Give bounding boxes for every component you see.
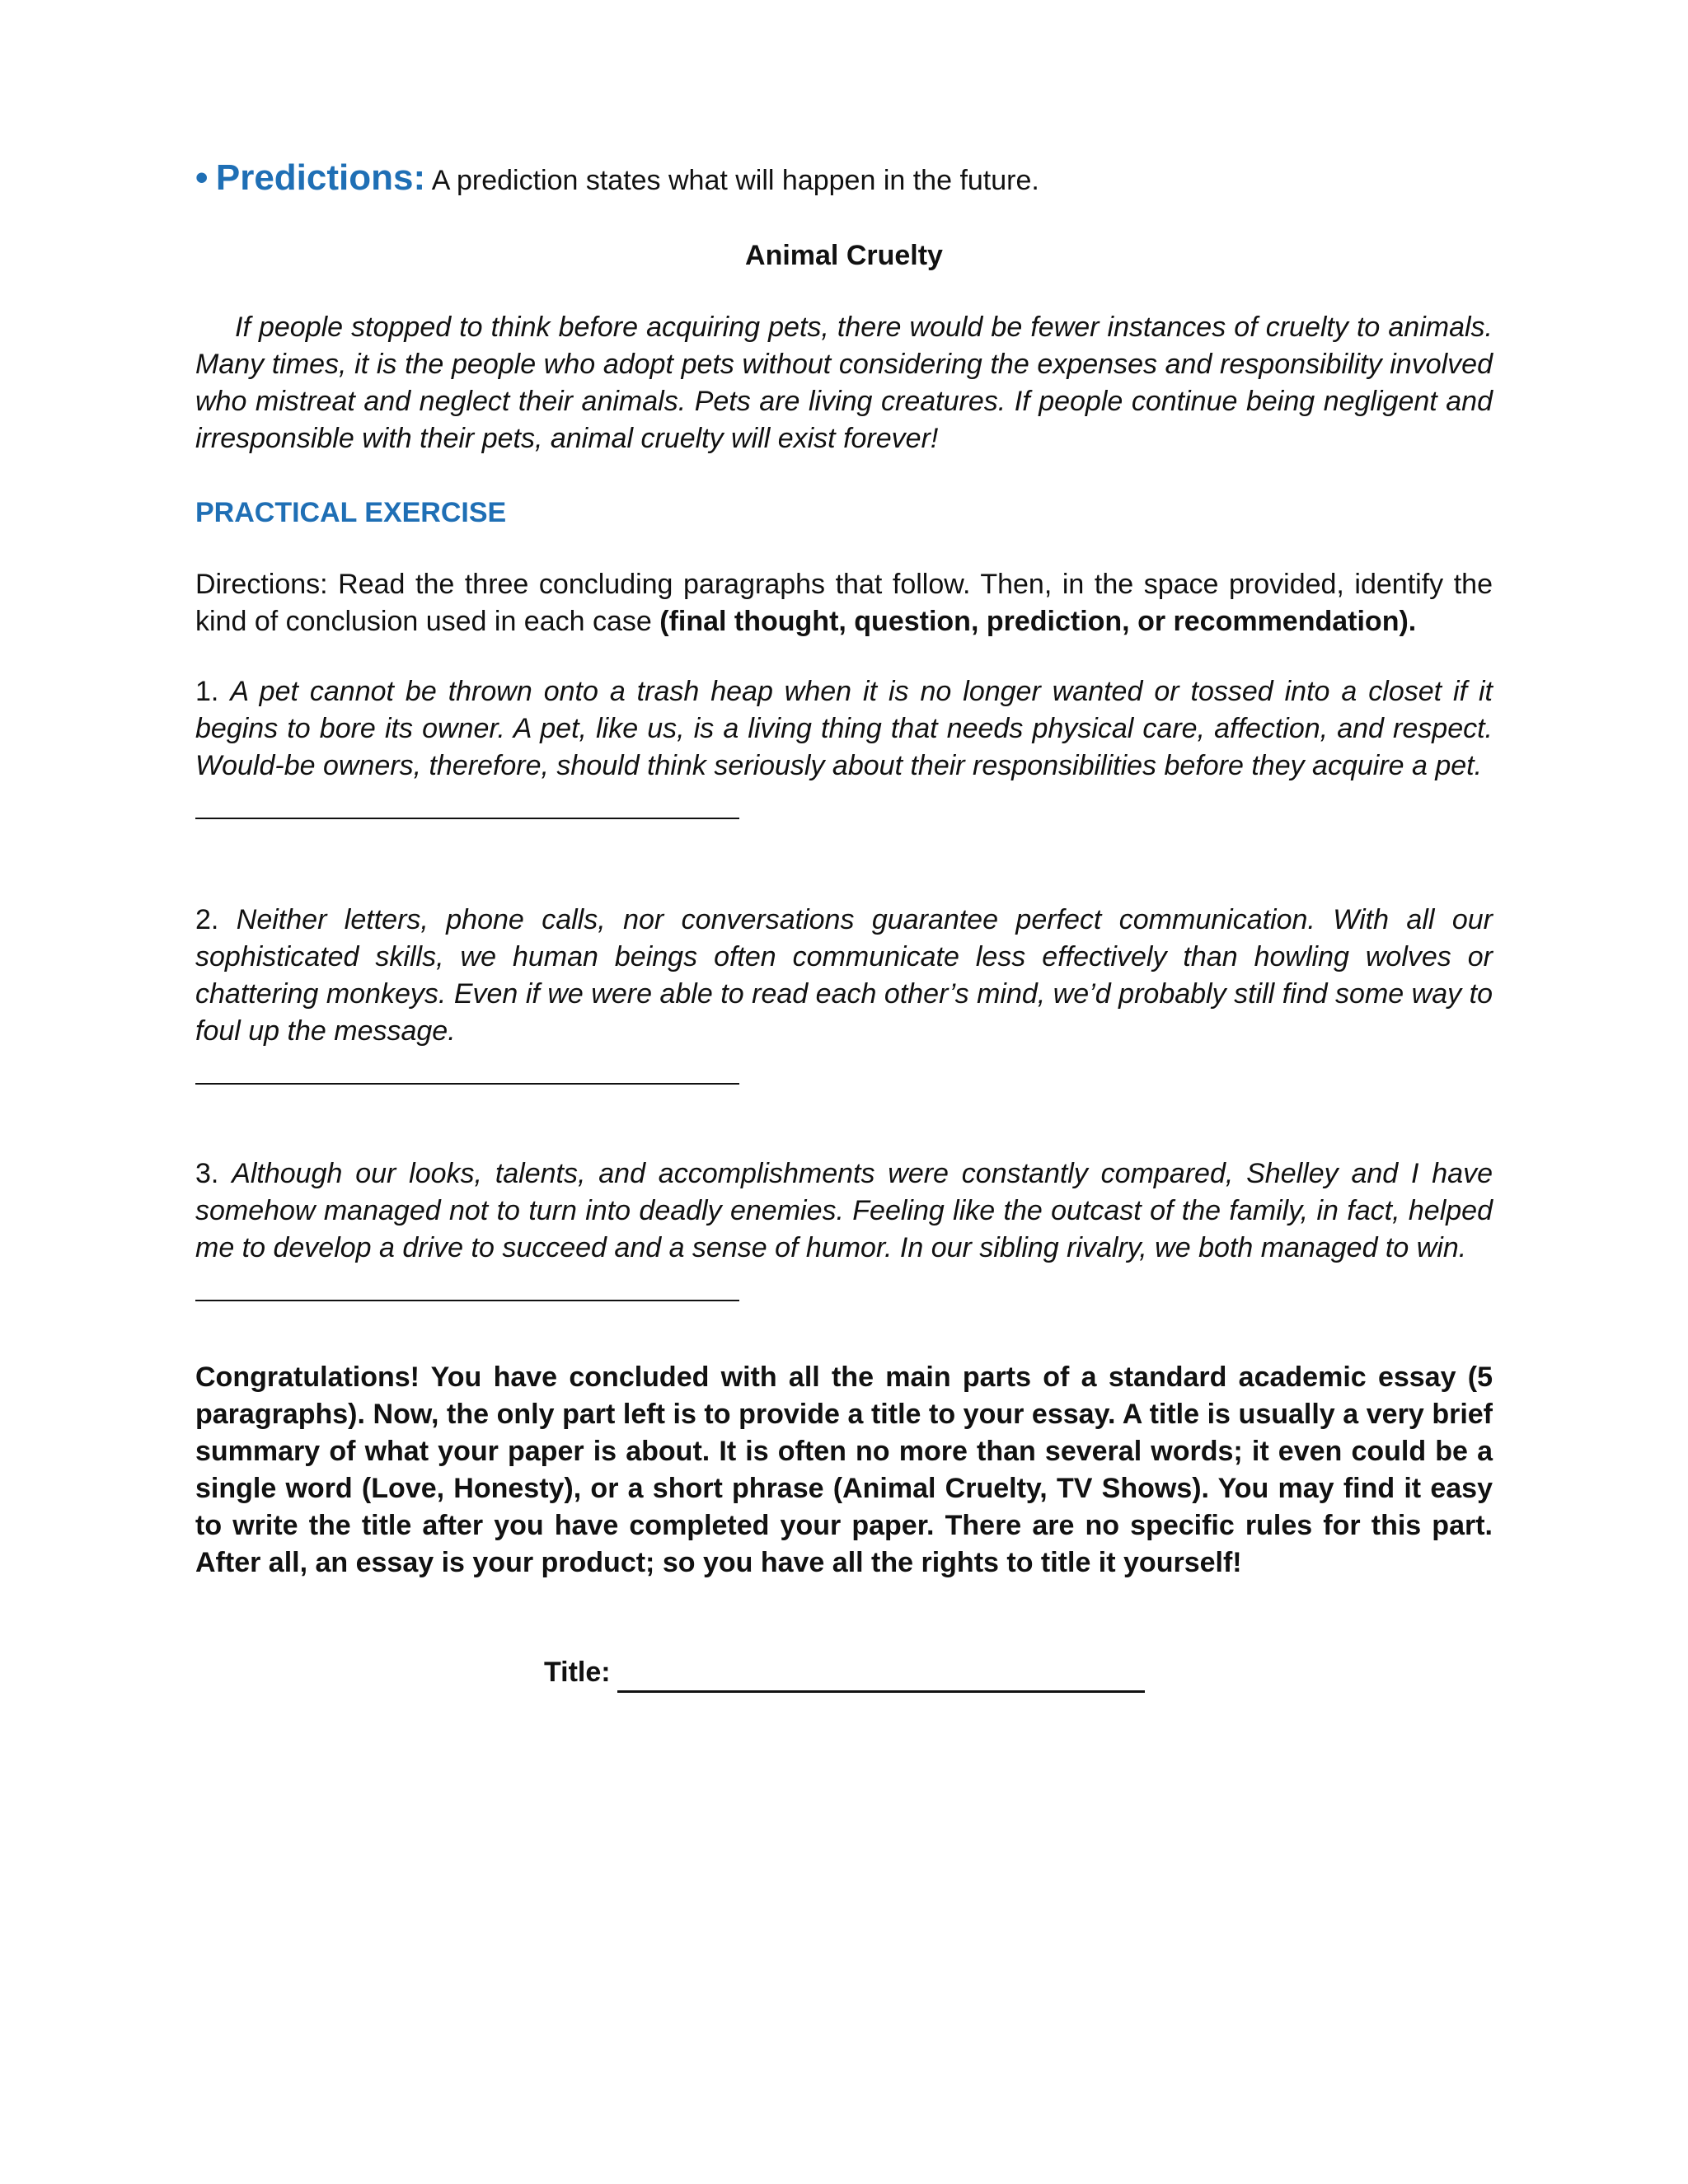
example-title: Animal Cruelty bbox=[745, 240, 943, 271]
title-field bbox=[195, 1652, 1493, 1693]
exercise-number: 1. bbox=[195, 676, 219, 707]
exercise-paragraph bbox=[195, 902, 1493, 1050]
exercise-number: 2. bbox=[195, 904, 219, 935]
answer-blank-1[interactable] bbox=[195, 818, 739, 819]
exercise-paragraph bbox=[195, 673, 1493, 785]
predictions-line bbox=[195, 157, 1493, 202]
bullet-icon: • bbox=[195, 157, 209, 198]
exercise-text: Although our looks, talents, and accomplishments were constantly compared, Shelley and I have somehow managed not to turn into deadly enemies. Feeling like the outcast of the family, in fact, helped me to develop a drive to succeed and a sense of humor. In our sibling rivalry, we both managed to win. bbox=[195, 1158, 1493, 1263]
exercise-text: Neither letters, phone calls, nor conversations guarantee perfect communication. With all our sophisticated skills, we human beings often communicate less effectively than howling wolves or chattering monkeys. Even if we were able to read each other’s mind, we’d probably still find some way to foul up the message. bbox=[195, 904, 1493, 1047]
exercise-item-2 bbox=[195, 902, 1493, 1085]
practical-exercise-heading: PRACTICAL EXERCISE bbox=[195, 497, 507, 528]
exercise-item-3 bbox=[195, 1155, 1493, 1301]
exercise-number: 3. bbox=[195, 1158, 219, 1189]
congratulations-paragraph: Congratulations! You have concluded with all the main parts of a standard academic essay (5 paragraphs). Now, the only part left is to provide a title to your essay. A title is usually a very brief summary of what your paper is about. It is often no more than several words; it even could be a single word (Love, Honesty), or a short phrase (Animal Cruelty, TV Shows). You may find it easy to write the title after you have completed your paper. There are no specific rules for this part. After all, an essay is your product; so you have all the rights to title it yourself! bbox=[195, 1361, 1493, 1578]
directions bbox=[195, 566, 1493, 640]
page-content bbox=[195, 157, 1493, 1693]
answer-blank-2[interactable] bbox=[195, 1083, 739, 1085]
title-input-blank[interactable] bbox=[617, 1661, 1145, 1693]
directions-options: (final thought, question, prediction, or recommendation). bbox=[659, 606, 1417, 637]
answer-blank-3[interactable] bbox=[195, 1300, 739, 1301]
example-paragraph: If people stopped to think before acquiring pets, there would be fewer instances of cruelty to animals. Many times, it is the people who adopt pets without considering the expenses and responsibility involved who mistreat and neglect their animals. Pets are living creatures. If people continue being negligent and irresponsible with their pets, animal cruelty will exist forever! bbox=[195, 312, 1493, 454]
exercise-item-1 bbox=[195, 673, 1493, 819]
predictions-definition: A prediction states what will happen in the future. bbox=[431, 165, 1039, 196]
exercise-paragraph bbox=[195, 1155, 1493, 1267]
title-label: Title: bbox=[544, 1657, 611, 1688]
exercise-text: A pet cannot be thrown onto a trash heap when it is no longer wanted or tossed into a closet if it begins to bore its owner. A pet, like us, is a living thing that needs physical care, affection, and respect. Would-be owners, therefore, should think seriously about their responsibilities before they acquire a pet. bbox=[195, 676, 1493, 781]
directions-text: Directions: Read the three concluding paragraphs that follow. Then, in the space provided, identify the kind of conclusion used in each case bbox=[195, 569, 1493, 637]
predictions-label: Predictions: bbox=[215, 157, 426, 198]
